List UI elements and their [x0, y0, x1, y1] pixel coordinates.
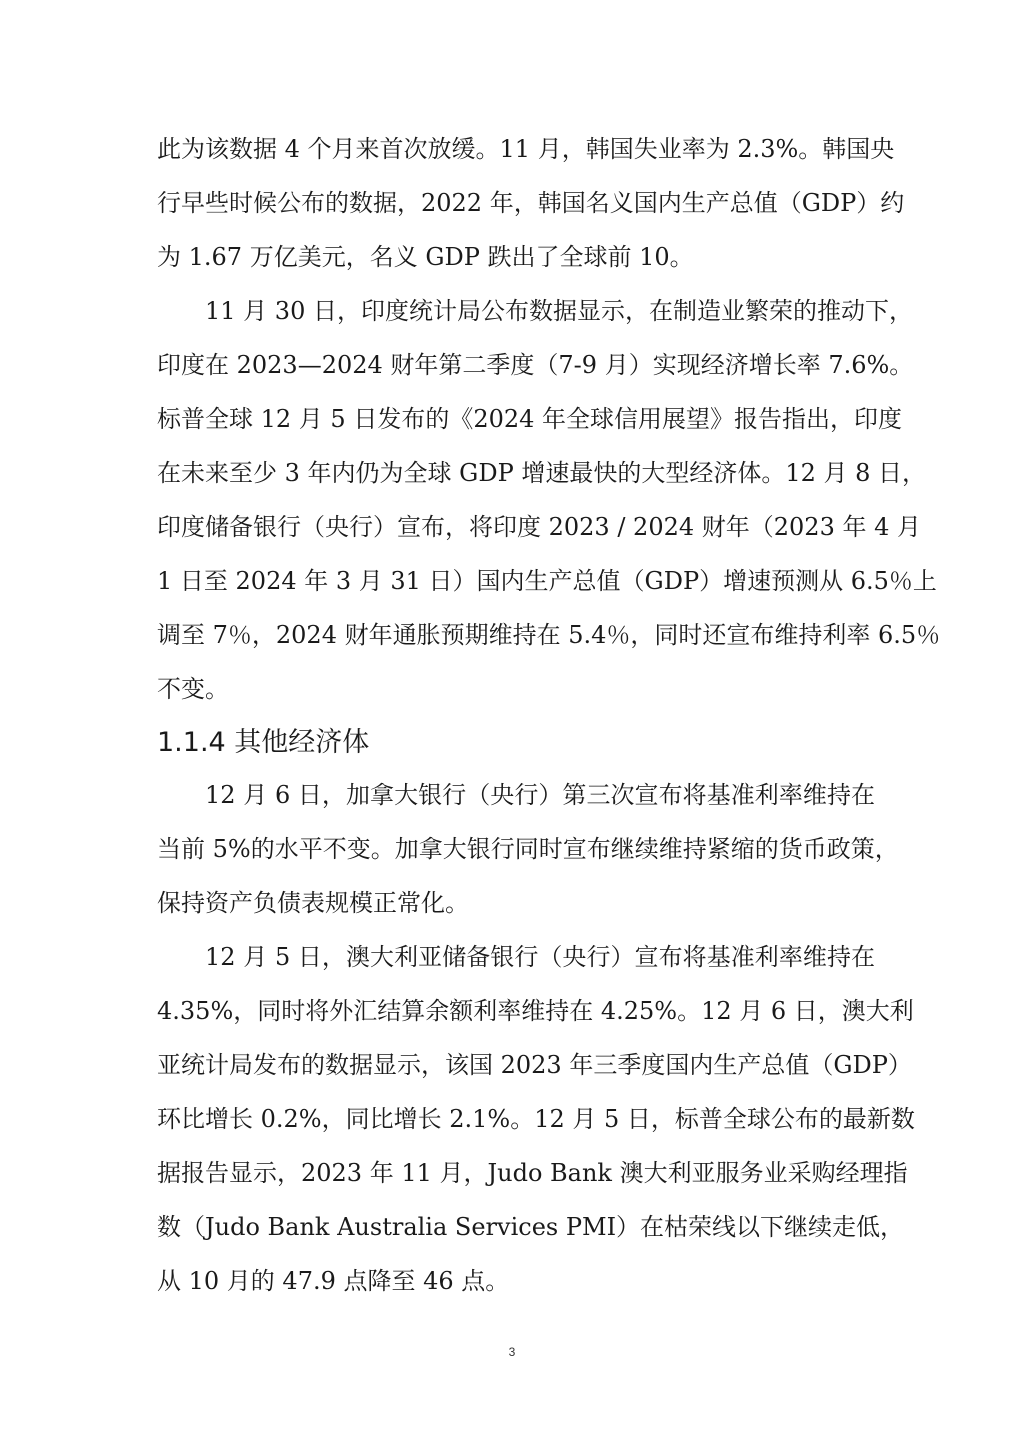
text-line: 印度储备银行（央行）宣布，将印度 2023 / 2024 财年（2023 年 4 月: [157, 513, 921, 541]
text-line: 此为该数据 4 个月来首次放缓。11 月，韩国失业率为 2.3%。韩国央: [157, 135, 895, 163]
text-line: 12 月 5 日，澳大利亚储备银行（央行）宣布将基准利率维持在: [205, 943, 875, 971]
paragraph-india: [157, 284, 941, 716]
text-line: 从 10 月的 47.9 点降至 46 点。: [157, 1267, 510, 1295]
text-line: 标普全球 12 月 5 日发布的《2024 年全球信用展望》报告指出，印度: [157, 405, 903, 433]
text-line: 环比增长 0.2%，同比增长 2.1%。12 月 5 日，标普全球公布的最新数: [157, 1105, 915, 1133]
paragraph-australia: [157, 930, 915, 1308]
text-line: 1 日至 2024 年 3 月 31 日）国内生产总值（GDP）增速预测从 6.5％上: [157, 567, 937, 595]
page-number: 3: [508, 1345, 516, 1359]
paragraph-korea: [157, 122, 905, 284]
text-line: 据报告显示，2023 年 11 月，Judo Bank 澳大利亚服务业采购经理指: [157, 1159, 908, 1187]
text-line: 行早些时候公布的数据，2022 年，韩国名义国内生产总值（GDP）约: [157, 189, 905, 217]
text-line: 保持资产负债表规模正常化。: [157, 889, 469, 917]
text-line: 为 1.67 万亿美元，名义 GDP 跌出了全球前 10。: [157, 243, 694, 271]
text-line: 不变。: [157, 675, 229, 703]
text-line: 11 月 30 日，印度统计局公布数据显示，在制造业繁荣的推动下，: [205, 297, 913, 325]
text-line: 亚统计局发布的数据显示，该国 2023 年三季度国内生产总值（GDP）: [157, 1051, 912, 1079]
text-line: 在未来至少 3 年内仍为全球 GDP 增速最快的大型经济体。12 月 8 日，: [157, 459, 927, 487]
text-line: 4.35%，同时将外汇结算余额利率维持在 4.25%。12 月 6 日，澳大利: [157, 997, 914, 1025]
text-line: 当前 5%的水平不变。加拿大银行同时宣布继续维持紧缩的货币政策，: [157, 835, 899, 863]
document-body: [157, 122, 941, 1308]
text-line: 12 月 6 日，加拿大银行（央行）第三次宣布将基准利率维持在: [205, 781, 875, 809]
text-line: 数（Judo Bank Australia Services PMI）在枯荣线以下继续走低，: [157, 1213, 905, 1241]
text-line: 调至 7％，2024 财年通胀预期维持在 5.4％，同时还宣布维持利率 6.5％: [157, 621, 941, 649]
paragraph-canada: [157, 768, 899, 930]
section-heading: 1.1.4 其他经济体: [157, 727, 370, 758]
text-line: 印度在 2023—2024 财年第二季度（7-9 月）实现经济增长率 7.6%。: [157, 351, 914, 379]
